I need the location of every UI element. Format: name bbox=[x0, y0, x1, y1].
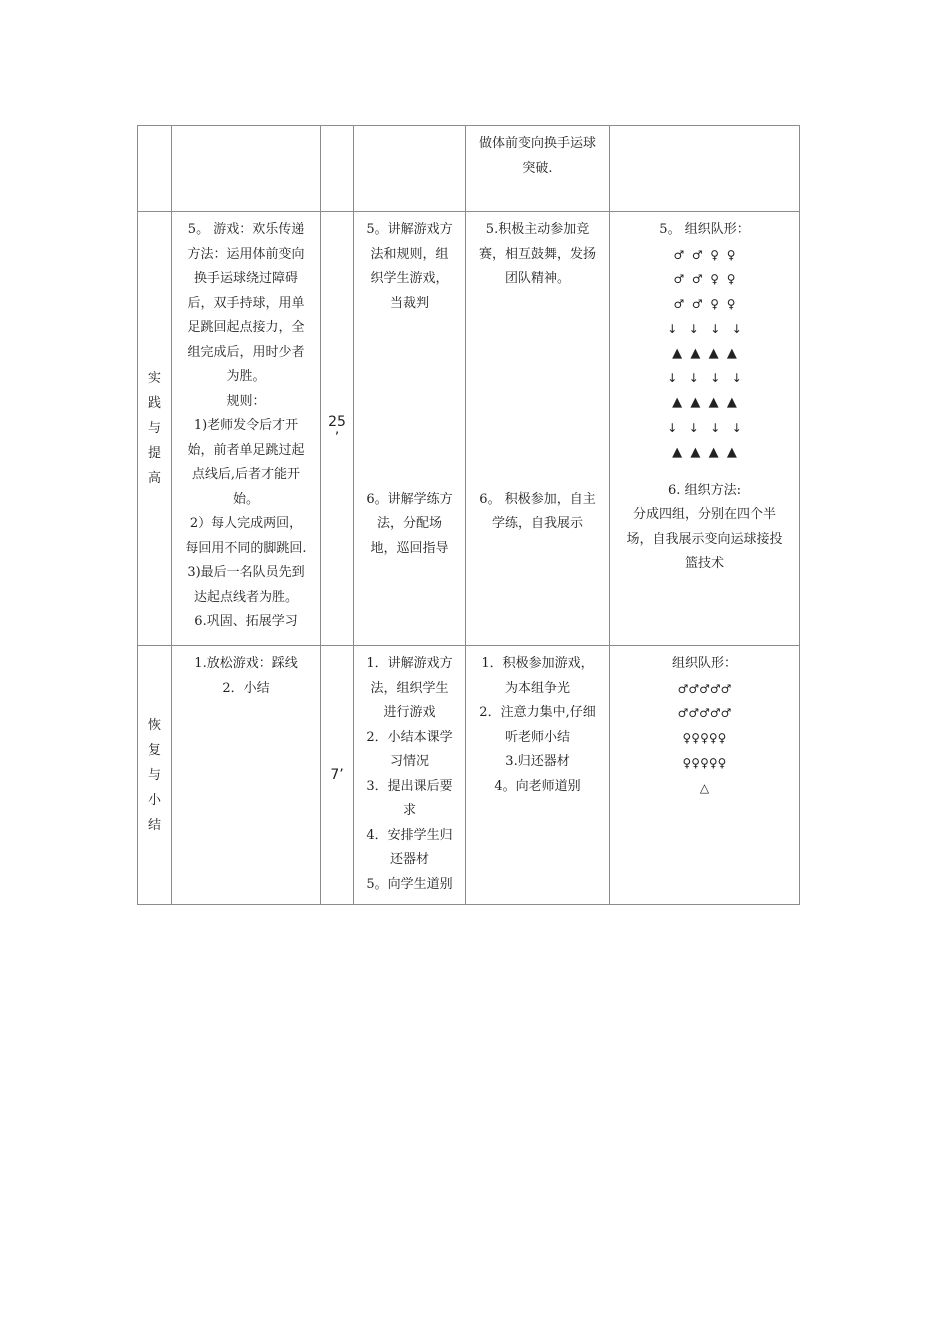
time-unit: ’ bbox=[334, 429, 340, 446]
stage-label: 与 bbox=[147, 767, 161, 783]
formation-row: ♀♀♀♀♀ bbox=[682, 755, 727, 770]
formation-arrow-row: ↓ ↓ ↓ ↓ bbox=[667, 421, 742, 436]
text-line: 2．注意力集中,仔细 bbox=[479, 705, 596, 720]
formation-title: 组织队形： bbox=[671, 656, 737, 671]
teacher-activity-cell bbox=[354, 126, 466, 212]
stage-label: 与 bbox=[147, 421, 161, 436]
stage-cell bbox=[138, 646, 172, 905]
formation-arrow-row: ↓ ↓ ↓ ↓ bbox=[667, 371, 742, 386]
text-line: 始。 bbox=[232, 491, 259, 507]
formation-row: ♂ ♂ ♀ ♀ bbox=[673, 297, 736, 312]
text-line: 后，双手持球，用单 bbox=[187, 295, 305, 311]
teacher-activity-cell bbox=[354, 646, 466, 905]
student-activity-cell bbox=[466, 212, 610, 646]
stage-label: 践 bbox=[147, 396, 161, 411]
text-line: 5。 游戏：欢乐传递 bbox=[187, 222, 305, 237]
text-line: 3)最后一名队员先到 bbox=[187, 565, 305, 580]
formation-obstacle-row: ▲ ▲ ▲ ▲ bbox=[672, 444, 737, 460]
formation-row: ♂♂♂♂♂ bbox=[677, 681, 732, 696]
text-line: 达起点线者为胜。 bbox=[193, 589, 298, 605]
formation-arrow-row: ↓ ↓ ↓ ↓ bbox=[667, 321, 742, 336]
text-line: 2．小结本课学 bbox=[366, 729, 453, 745]
student-activity-cell bbox=[466, 126, 610, 212]
text-line: 1.放松游戏：踩线 bbox=[194, 656, 298, 671]
formation-row: ♂ ♂ ♀ ♀ bbox=[673, 247, 736, 262]
text-line: 6。讲解学练方 bbox=[366, 491, 453, 507]
time-cell bbox=[321, 212, 354, 646]
organization-cell bbox=[610, 646, 800, 905]
student-activity-cell bbox=[466, 646, 610, 905]
text-line: 还器材 bbox=[389, 852, 429, 867]
text-line: 1．积极参加游戏， bbox=[481, 656, 594, 671]
formation-title: 5。 组织队形： bbox=[659, 222, 750, 237]
lesson-plan-table bbox=[137, 125, 800, 905]
text-line: 6。 积极参加，自主 bbox=[479, 491, 596, 507]
text-line: 求 bbox=[402, 803, 416, 818]
stage-label: 小 bbox=[147, 792, 161, 808]
text-line: 始，前者单足跳过起 bbox=[187, 442, 305, 458]
text-line: 规则： bbox=[226, 393, 266, 409]
time-value: 25 bbox=[328, 413, 346, 430]
text-line: 做体前变向换手运球 bbox=[478, 136, 596, 151]
stage-label: 恢 bbox=[147, 717, 161, 733]
formation-row: ♂♂♂♂♂ bbox=[677, 706, 732, 721]
stage-label: 复 bbox=[147, 742, 161, 758]
table-row bbox=[138, 646, 800, 905]
stage-label: 提 bbox=[147, 446, 161, 461]
content-cell bbox=[172, 212, 321, 646]
text-line: 1)老师发令后才开 bbox=[193, 418, 299, 433]
text-line: 突破. bbox=[522, 160, 553, 176]
text-line: 为本组争光 bbox=[504, 680, 570, 696]
text-line: 法，分配场 bbox=[376, 516, 442, 531]
text-line: 学练，自我展示 bbox=[491, 516, 583, 531]
text-line: 换手运球绕过障碍 bbox=[193, 271, 298, 286]
text-line: 进行游戏 bbox=[383, 705, 436, 720]
text-line: 6.巩固、拓展学习 bbox=[194, 614, 298, 629]
text-line: 听老师小结 bbox=[504, 729, 570, 745]
organization-cell bbox=[610, 212, 800, 646]
text-line: 当裁判 bbox=[389, 295, 429, 311]
organization-cell bbox=[610, 126, 800, 212]
text-line: 赛，相互鼓舞，发扬 bbox=[478, 246, 596, 262]
table-row bbox=[138, 126, 800, 212]
time-value: 7’ bbox=[330, 766, 344, 783]
text-line: 每回用不同的脚跳回. bbox=[185, 540, 307, 556]
text-line: 6. 组织方法: bbox=[668, 482, 741, 498]
formation-obstacle-row: ▲ ▲ ▲ ▲ bbox=[672, 395, 737, 411]
text-line: 篮技术 bbox=[684, 556, 724, 572]
text-line: 4．安排学生归 bbox=[366, 827, 453, 843]
text-line: 组完成后，用时少者 bbox=[187, 344, 305, 360]
text-line: 法，组织学生 bbox=[370, 680, 449, 696]
content-cell bbox=[172, 126, 321, 212]
stage-label: 高 bbox=[147, 471, 161, 486]
text-line: 点线后,后者才能开 bbox=[191, 467, 301, 482]
text-line: 为胜。 bbox=[226, 369, 266, 384]
text-line: 2）每人完成两回， bbox=[189, 516, 303, 531]
text-line: 5.积极主动参加竞 bbox=[485, 222, 590, 237]
text-line: 足跳回起点接力，全 bbox=[187, 320, 305, 335]
text-line: 4。向老师道别 bbox=[494, 778, 581, 794]
formation-obstacle-row: ▲ ▲ ▲ ▲ bbox=[672, 345, 737, 361]
teacher-activity-cell bbox=[354, 212, 466, 646]
time-cell bbox=[321, 646, 354, 905]
time-cell bbox=[321, 126, 354, 212]
text-line: 3.归还器材 bbox=[505, 754, 570, 769]
text-line: 1．讲解游戏方 bbox=[366, 656, 453, 671]
text-line: 场，自我展示变向运球接投 bbox=[626, 531, 783, 547]
teacher-position-icon: △ bbox=[699, 780, 710, 795]
stage-cell bbox=[138, 126, 172, 212]
stage-label: 实 bbox=[147, 371, 161, 386]
text-line: 团队精神。 bbox=[504, 271, 570, 286]
text-line: 3．提出课后要 bbox=[366, 778, 453, 794]
table-row bbox=[138, 212, 800, 646]
text-line: 织学生游戏， bbox=[370, 271, 449, 286]
text-line: 2．小结 bbox=[222, 680, 270, 696]
text-line: 地，巡回指导 bbox=[370, 540, 449, 556]
formation-row: ♀♀♀♀♀ bbox=[682, 731, 727, 746]
formation-row: ♂ ♂ ♀ ♀ bbox=[673, 272, 736, 287]
text-line: 5。向学生道别 bbox=[366, 876, 453, 892]
content-cell bbox=[172, 646, 321, 905]
text-line: 分成四组，分别在四个半 bbox=[632, 507, 776, 523]
text-line: 方法：运用体前变向 bbox=[187, 246, 305, 262]
text-line: 5。讲解游戏方 bbox=[366, 222, 453, 237]
stage-cell bbox=[138, 212, 172, 646]
text-line: 法和规则，组 bbox=[370, 246, 449, 262]
stage-label: 结 bbox=[147, 817, 161, 833]
text-line: 习情况 bbox=[389, 754, 429, 769]
